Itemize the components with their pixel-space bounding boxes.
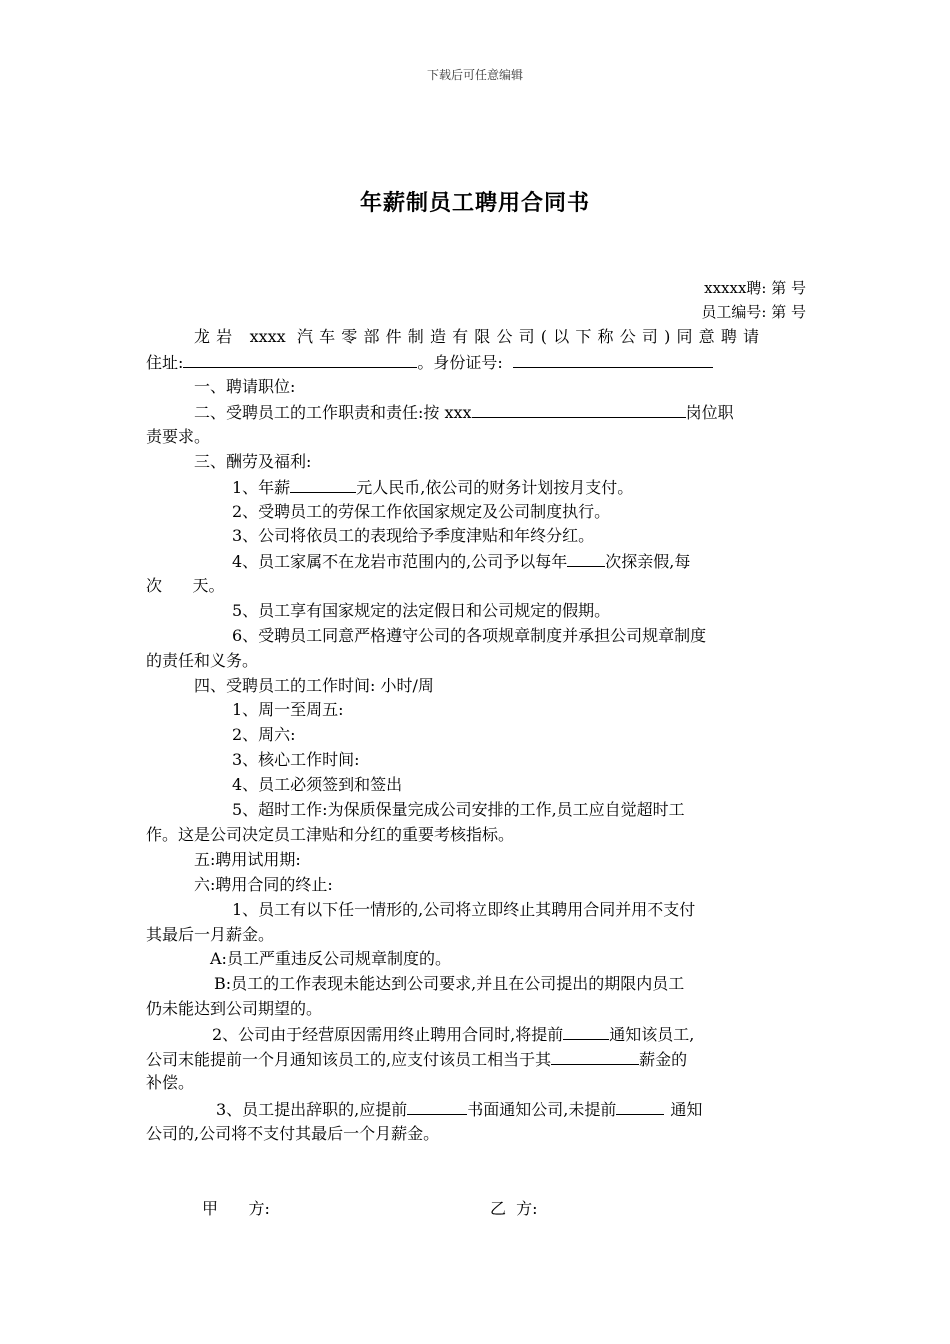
section-3-item-6: 6、受聘员工同意严格遵守公司的各项规章制度并承担公司规章制度 (232, 626, 707, 645)
notice-text-b: 通知该员工, (609, 1025, 695, 1044)
leave-text-b: 次探亲假,每 (605, 552, 691, 571)
section-3-item-5: 5、员工享有国家规定的法定假日和公司规定的假期。 (232, 601, 611, 620)
section-3-item-2: 2、受聘员工的劳保工作依国家规定及公司制度执行。 (232, 502, 611, 521)
ref-line-1: xxxxx聘: 第 号 (704, 279, 806, 297)
notice-text: 2、公司由于经营原因需用终止聘用合同时,将提前 (212, 1025, 564, 1044)
section-6-item-2 (146, 1022, 882, 1047)
address-label: 住址: (146, 353, 184, 372)
section-3: 三、酬劳及福利: (194, 452, 312, 471)
leave-text: 4、员工家属不在龙岩市范围内的,公司予以每年 (232, 552, 568, 571)
section-5: 五:聘用试用期: (194, 850, 301, 869)
resign-blank-1 (407, 1097, 467, 1115)
header-note: 下载后可任意编辑 (426, 68, 523, 82)
section-3-item-6-cont: 的责任和义务。 (146, 651, 259, 670)
section-2-cont: 责要求。 (146, 427, 211, 446)
salary-label: 1、年薪 (232, 478, 291, 497)
section-4-item-5: 5、超时工作:为保质保量完成公司安排的工作,员工应自觉超时工 (232, 800, 685, 819)
section-6-clause-a: A:员工严重违反公司规章制度的。 (210, 949, 451, 968)
section-6-clause-b: B:员工的工作表现未能达到公司要求,并且在公司提出的期限内员工 (214, 974, 685, 993)
section-6-item-2-cont (146, 1047, 816, 1072)
compensation-text-b: 薪金的 (639, 1050, 688, 1069)
leave-blank (567, 549, 605, 567)
ref-line-2: 员工编号: 第 号 (701, 303, 806, 321)
section-4-item-2: 2、周六: (232, 725, 296, 744)
position-blank (472, 400, 686, 418)
section-3-item-1 (146, 475, 902, 500)
section-4-item-1: 1、周一至周五: (232, 700, 344, 719)
section-3-item-3: 3、公司将依员工的表现给予季度津贴和年终分红。 (232, 526, 595, 545)
salary-text: 元人民币,依公司的财务计划按月支付。 (356, 478, 634, 497)
resign-text: 3、员工提出辞职的,应提前 (216, 1100, 408, 1119)
id-label: 。身份证号: (417, 353, 503, 372)
section-1: 一、聘请职位: (194, 377, 296, 396)
resign-blank-2 (616, 1097, 664, 1115)
compensation-text: 公司末能提前一个月通知该员工的,应支付该员工相当于其 (146, 1050, 552, 1069)
salary-blank (290, 475, 356, 493)
document-title: 年薪制员工聘用合同书 (359, 191, 590, 216)
address-blank (183, 350, 417, 368)
section-3-item-4-cont: 次 天。 (146, 576, 225, 595)
section-6: 六:聘用合同的终止: (194, 875, 333, 894)
section-4-item-3: 3、核心工作时间: (232, 750, 360, 769)
resign-text-b: 书面通知公司,未提前 (467, 1100, 617, 1119)
compensation-blank (551, 1047, 639, 1065)
section-4-item-5-cont: 作。这是公司决定员工津贴和分红的重要考核指标。 (146, 825, 515, 844)
section-6-item-1-cont: 其最后一月薪金。 (146, 925, 275, 944)
party-b-signature: 乙 方: (490, 1199, 538, 1218)
section-6-item-3 (146, 1097, 886, 1122)
resign-text-c: 通知 (670, 1100, 703, 1119)
intro-paragraph: 龙岩 xxxx 汽车零部件制造有限公司(以下称公司)同意聘请 (194, 327, 759, 346)
section-3-item-4 (146, 549, 902, 574)
notice-blank (563, 1022, 609, 1040)
section-6-item-1: 1、员工有以下任一情形的,公司将立即终止其聘用合同并用不支付 (232, 900, 696, 919)
section-2-text: 二、受聘员工的工作职责和责任:按 xxx (194, 403, 472, 422)
section-2 (146, 400, 864, 425)
section-4-item-4: 4、员工必须签到和签出 (232, 775, 403, 794)
section-4: 四、受聘员工的工作时间: 小时/周 (194, 676, 434, 695)
section-2-text-b: 岗位职 (685, 403, 734, 422)
section-6-item-2-end: 补偿。 (146, 1073, 195, 1092)
address-line (146, 350, 816, 375)
section-6-clause-b-cont: 仍未能达到公司期望的。 (146, 999, 323, 1018)
section-6-item-3-cont: 公司的,公司将不支付其最后一个月薪金。 (146, 1124, 440, 1143)
party-a-signature: 甲 方: (202, 1199, 270, 1218)
id-blank (513, 350, 713, 368)
